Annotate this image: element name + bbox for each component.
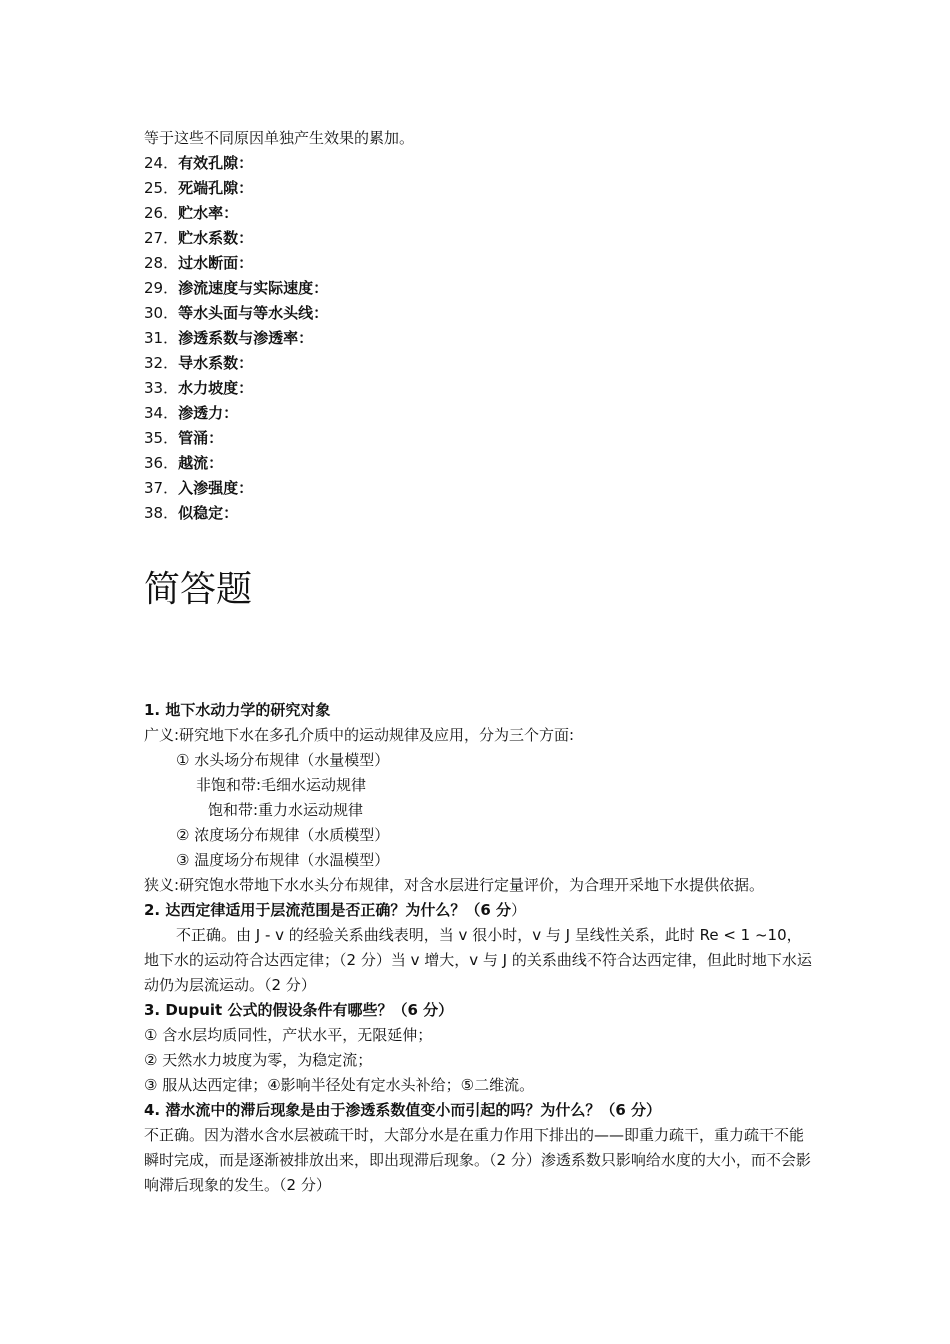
term-name: 贮水系数： xyxy=(178,229,254,247)
term-number: 28． xyxy=(144,254,179,272)
term-name: 导水系数： xyxy=(178,354,254,372)
term-name: 渗透系数与渗透率： xyxy=(178,329,314,347)
term-item xyxy=(144,476,814,501)
answer-sub-item: 饱和带:重力水运动规律 xyxy=(208,801,364,819)
answer-line: 广义:研究地下水在多孔介质中的运动规律及应用，分为三个方面: xyxy=(144,726,575,744)
answer-list-item: ① 水头场分布规律（水量模型） xyxy=(176,751,390,769)
term-name: 渗透力： xyxy=(178,404,239,422)
answer-paragraph: 不正确。因为潜水含水层被疏干时，大部分水是在重力作用下排出的——即重力疏干，重力疏干不能瞬时完成，而是逐渐被排放出来，即出现滞后现象。（2 分）渗透系数只影响给水度的大小，而不会影响滞后现象的发生。（2 分） xyxy=(144,1126,811,1194)
term-item xyxy=(144,376,814,401)
term-number: 26． xyxy=(144,204,179,222)
term-number: 29． xyxy=(144,279,179,297)
term-number: 27． xyxy=(144,229,179,247)
question-title: 4. 潜水流中的滞后现象是由于渗透系数值变小而引起的吗？为什么？（6 分） xyxy=(144,1101,662,1119)
term-item xyxy=(144,326,814,351)
term-number: 34． xyxy=(144,404,179,422)
term-number: 37． xyxy=(144,479,179,497)
term-number: 24． xyxy=(144,154,179,172)
answer-paragraph: 狭义:研究饱水带地下水水头分布规律，对含水层进行定量评价，为合理开采地下水提供依据。 xyxy=(144,876,765,894)
section-title: 简答题 xyxy=(144,569,253,610)
term-name: 似稳定： xyxy=(178,504,239,522)
answer-sub-item: 非饱和带:毛细水运动规律 xyxy=(196,776,367,794)
terms-list xyxy=(144,151,814,526)
term-number: 35． xyxy=(144,429,179,447)
answer-line: ② 天然水力坡度为零，为稳定流； xyxy=(144,1051,373,1069)
question-4 xyxy=(144,1098,814,1198)
intro-line: 等于这些不同原因单独产生效果的累加。 xyxy=(144,129,415,147)
term-item xyxy=(144,176,814,201)
term-name: 渗流速度与实际速度： xyxy=(178,279,329,297)
term-name: 管涌： xyxy=(178,429,224,447)
term-number: 32． xyxy=(144,354,179,372)
term-number: 33． xyxy=(144,379,179,397)
term-number: 36． xyxy=(144,454,179,472)
answer-line: ① 含水层均质同性，产状水平，无限延伸； xyxy=(144,1026,433,1044)
answer-list-item: ② 浓度场分布规律（水质模型） xyxy=(176,826,390,844)
question-3 xyxy=(144,998,814,1098)
question-1 xyxy=(144,698,814,898)
answer-paragraph: 不正确。由 J - v 的经验关系曲线表明，当 v 很小时，v 与 J 呈线性关系，此时 Re < 1 ~10，地下水的运动符合达西定律；（2 分）当 v 增大，v 与 J 的关系曲线不符合达西定律，但此时地下水运动仍为层流运动。（2 分） xyxy=(144,926,812,994)
question-title xyxy=(144,898,814,923)
term-item xyxy=(144,401,814,426)
question-2 xyxy=(144,898,814,998)
term-item xyxy=(144,501,814,526)
term-name: 等水头面与等水头线： xyxy=(178,304,329,322)
term-item xyxy=(144,426,814,451)
term-name: 有效孔隙： xyxy=(178,154,254,172)
document-page xyxy=(144,126,814,1198)
term-name: 水力坡度： xyxy=(178,379,254,397)
term-item xyxy=(144,451,814,476)
question-title-tail: ） xyxy=(511,901,527,919)
spacer xyxy=(144,612,814,698)
question-title-bold: 2. 达西定律适用于层流范围是否正确？为什么？（6 分 xyxy=(144,901,512,919)
term-item xyxy=(144,201,814,226)
term-item xyxy=(144,226,814,251)
term-item xyxy=(144,276,814,301)
term-item xyxy=(144,251,814,276)
term-number: 30． xyxy=(144,304,179,322)
term-item xyxy=(144,351,814,376)
term-number: 25． xyxy=(144,179,179,197)
term-number: 31． xyxy=(144,329,179,347)
term-item xyxy=(144,301,814,326)
answer-list-item: ③ 温度场分布规律（水温模型） xyxy=(176,851,390,869)
term-name: 过水断面： xyxy=(178,254,254,272)
term-name: 死端孔隙： xyxy=(178,179,254,197)
term-name: 越流： xyxy=(178,454,224,472)
answer-line: ③ 服从达西定律；④影响半径处有定水头补给；⑤二维流。 xyxy=(144,1076,535,1094)
term-name: 入渗强度： xyxy=(178,479,254,497)
term-item xyxy=(144,151,814,176)
term-name: 贮水率： xyxy=(178,204,239,222)
term-number: 38． xyxy=(144,504,179,522)
question-title: 3. Dupuit 公式的假设条件有哪些？（6 分） xyxy=(144,1001,454,1019)
question-title: 1. 地下水动力学的研究对象 xyxy=(144,701,331,719)
